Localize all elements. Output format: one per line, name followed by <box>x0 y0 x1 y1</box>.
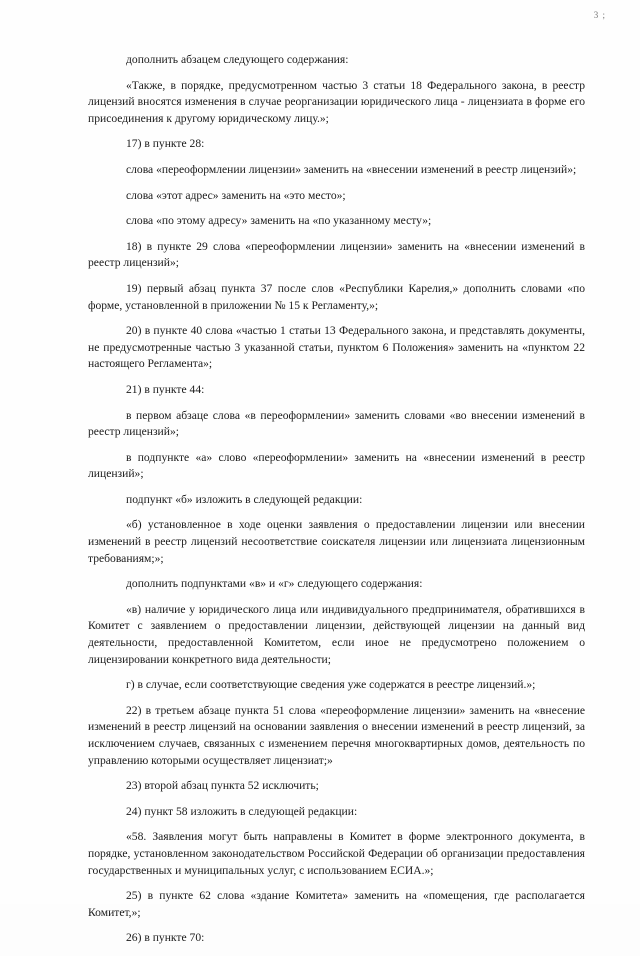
paragraph: 26) в пункте 70: <box>126 931 205 945</box>
paragraph: в подпункте «а» слово «переоформлении» заменить на «внесении изменений в реестр лицензий»; <box>88 450 585 481</box>
paragraph: «в) наличие у юридического лица или индивидуального предпринимателя, обратившихся в Комитет с заявлением о предоставлении лицензии, действующей лицензии на данный вид деятельности, предоставленной Комитетом, если иное не предусмотрено положением о лицензировании конкретного вида деятельности; <box>88 602 585 666</box>
page-corner-mark: 3 ; <box>593 10 606 20</box>
paragraph: слова «по этому адресу» заменить на «по указанному месту»; <box>126 214 432 228</box>
paragraph: слова «этот адрес» заменить на «это место»; <box>126 188 346 202</box>
paragraph: 17) в пункте 28: <box>126 137 205 151</box>
paragraph: слова «переоформлении лицензии» заменить на «внесении изменений в реестр лицензий»; <box>126 162 577 176</box>
paragraph: 20) в пункте 40 слова «частью 1 статьи 13 Федерального закона, и представлять документы, не предусмотренные частью 3 указанной статьи, пунктом 6 Положения» заменить на «пунктом 22 настоящего Регламента»; <box>88 324 585 371</box>
paragraph: в первом абзаце слова «в переоформлении» заменить словами «во внесении изменений в реестр лицензий»; <box>88 408 585 439</box>
document-body <box>88 52 585 956</box>
paragraph: г) в случае, если соответствующие сведения уже содержатся в реестре лицензий.»; <box>126 678 536 692</box>
paragraph: дополнить абзацем следующего содержания: <box>126 53 349 66</box>
paragraph: 24) пункт 58 изложить в следующей редакции: <box>126 804 358 818</box>
paragraph: дополнить подпунктами «в» и «г» следующего содержания: <box>126 577 423 591</box>
paragraph: подпункт «б» изложить в следующей редакции: <box>126 492 363 506</box>
paragraph: 19) первый абзац пункта 37 после слов «Республики Карелия,» дополнить словами «по форме, установленной в приложении № 15 к Регламенту,»; <box>88 281 585 312</box>
paragraph: 21) в пункте 44: <box>126 382 205 396</box>
paragraph: «б) установленное в ходе оценки заявления о предоставлении лицензии или внесении изменений в реестр лицензий несоответствие соискателя лицензии или лицензиата лицензионным требованиям;»; <box>88 518 585 565</box>
paragraph: «Также, в порядке, предусмотренном частью 3 статьи 18 Федерального закона, в реестр лицензий вносятся изменения в случае реорганизации юридического лица - лицензиата в форме его присоединения к другому юридическому лицу.»; <box>88 78 585 125</box>
paragraph: 25) в пункте 62 слова «здание Комитета» заменить на «помещения, где располагается Комитет,»; <box>88 889 585 919</box>
paragraph: 23) второй абзац пункта 52 исключить; <box>126 779 319 793</box>
paragraph: 22) в третьем абзаце пункта 51 слова «переоформление лицензии» заменить на «внесение изменений в реестр лицензий на основании заявления о внесении изменений в реестр лицензий, за исключением случаев, связанных с изменением перечня многоквартирных домов, деятельность по управлению которыми осуществляет лицензиат;» <box>88 703 585 767</box>
paragraph: 18) в пункте 29 слова «переоформлении лицензии» заменить на «внесении изменений в реестр лицензий»; <box>88 239 585 270</box>
paragraph: «58. Заявления могут быть направлены в Комитет в форме электронного документа, в порядке, установленном законодательством Российской Федерации об организации предоставления государственных и муниципальных услуг, с использованием ЕСИА.»; <box>88 830 585 877</box>
